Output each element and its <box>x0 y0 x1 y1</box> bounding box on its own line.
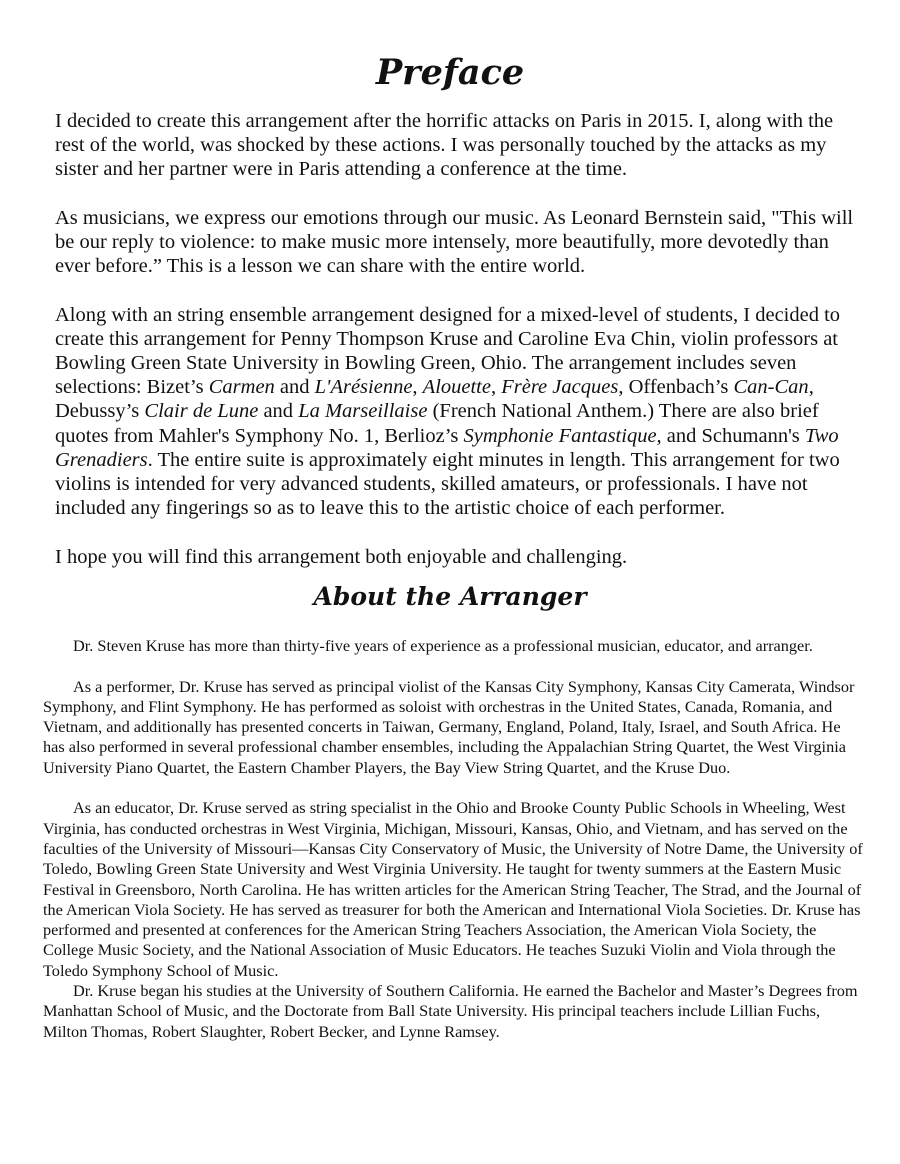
work-title-carmen: Carmen <box>208 376 275 399</box>
preface-p3-text: and <box>274 376 315 399</box>
about-paragraph-1: Dr. Steven Kruse has more than thirty-five years of experience as a professional musician, educator, and arranger. <box>73 636 813 655</box>
about-arranger-body <box>43 636 863 1042</box>
preface-paragraph-2: As musicians, we express our emotions through our music. As Leonard Bernstein said, "This will be our reply to violence: to make music more intensely, more beautifully, more devotedly than ever before.” This is a lesson we can share with the entire world. <box>55 206 854 278</box>
work-title-alouette: Alouette <box>422 376 491 399</box>
work-title-larlesienne: L'Arésienne <box>314 376 413 399</box>
preface-paragraph-1: I decided to create this arrangement after the horrific attacks on Paris in 2015. I, along with the rest of the world, was shocked by these actions. I was personally touched by the attacks as my sister and her partner were in Paris attending a conference at the time. <box>55 110 834 181</box>
preface-p3-text: Along with an string ensemble arrangement designed for a mixed-level of students, I decided to create this arrangement for Penny Thompson Kruse and Caroline Eva Chin, violin professors at Bowling Green State University in Bowling Green, Ohio. The arrangement includes seven selections: Bizet’s <box>55 303 841 399</box>
work-title-clair-de-lune: Clair de Lune <box>144 400 259 423</box>
preface-p3-text: and <box>258 400 299 423</box>
preface-body <box>55 109 855 593</box>
work-title-can-can: Can-Can <box>733 376 809 399</box>
preface-paragraph-4: I hope you will find this arrangement both enjoyable and challenging. <box>55 545 628 568</box>
preface-p3-text: , Offenbach’s <box>618 376 734 399</box>
preface-p3-text: , <box>412 376 423 399</box>
preface-p3-text: and Schumann's <box>661 424 805 447</box>
work-title-la-marseillaise: La Marseillaise <box>298 400 428 423</box>
about-paragraph-4: Dr. Kruse began his studies at the University of Southern California. He earned the Bachelor and Master’s Degrees from Manhattan School of Music, and the Doctorate from Ball State University. His principal teachers include Lillian Fuchs, Milton Thomas, Robert Slaughter, Robert Becker, and Lynne Ramsey. <box>43 981 858 1041</box>
about-arranger-title: About the Arranger <box>313 582 587 611</box>
preface-paragraph-3 <box>55 303 855 521</box>
work-title-two-grenadiers: Two Grenadiers <box>55 424 839 471</box>
work-title-symphonie-fantastique: Symphonie Fantastique, <box>463 424 662 447</box>
preface-p3-text: , Debussy’s <box>55 376 814 423</box>
about-paragraph-3: As an educator, Dr. Kruse served as string specialist in the Ohio and Brooke County Public Schools in Wheeling, West Virginia, has conducted orchestras in West Virginia, Michigan, Missouri, Kansas, Ohio, and Vietnam, and has served on the faculties of the University of Missouri—Kansas City Conservatory of Music, the University of Notre Dame, the University of Toledo, Bowling Green State University and West Virginia University. He taught for twenty summers at the Eastern Music Festival in Greensboro, North Carolina. He has written articles for the American String Teacher, The Strad, and the Journal of the American Viola Society. He has served as treasurer for both the American and International Viola Societies. Dr. Kruse has performed and presented at conferences for the American String Teachers Association, the American Viola Society, the College Music Society, and the National Association of Music Educators. He teaches Suzuki Violin and Viola through the Toledo Symphony School of Music. <box>43 798 863 980</box>
work-title-frere-jacques: Frère Jacques <box>501 376 619 399</box>
about-paragraph-2: As a performer, Dr. Kruse has served as principal violist of the Kansas City Symphony, Kansas City Camerata, Windsor Symphony, and Flint Symphony. He has performed as soloist with orchestras in the United States, Canada, Romania, and Vietnam, and additionally has presented concerts in Taiwan, Germany, England, Poland, Italy, Israel, and South Africa. He has also performed in several professional chamber ensembles, including the Appalachian String Quartet, the West Virginia University Piano Quartet, the Eastern Chamber Players, the Bay View String Quartet, and the Kruse Duo. <box>43 676 855 777</box>
preface-p3-text: , <box>490 376 502 399</box>
preface-p3-text: . The entire suite is approximately eight minutes in length. This arrangement for two violins is intended for very advanced students, skilled amateurs, or professionals. I have not included any fingerings so as to leave this to the artistic choice of each performer. <box>55 448 840 520</box>
preface-p3-text: (French National Anthem.) There are also brief quotes from Mahler's Symphony No. 1, Berlioz’s <box>55 400 819 447</box>
preface-title: Preface <box>375 52 525 93</box>
